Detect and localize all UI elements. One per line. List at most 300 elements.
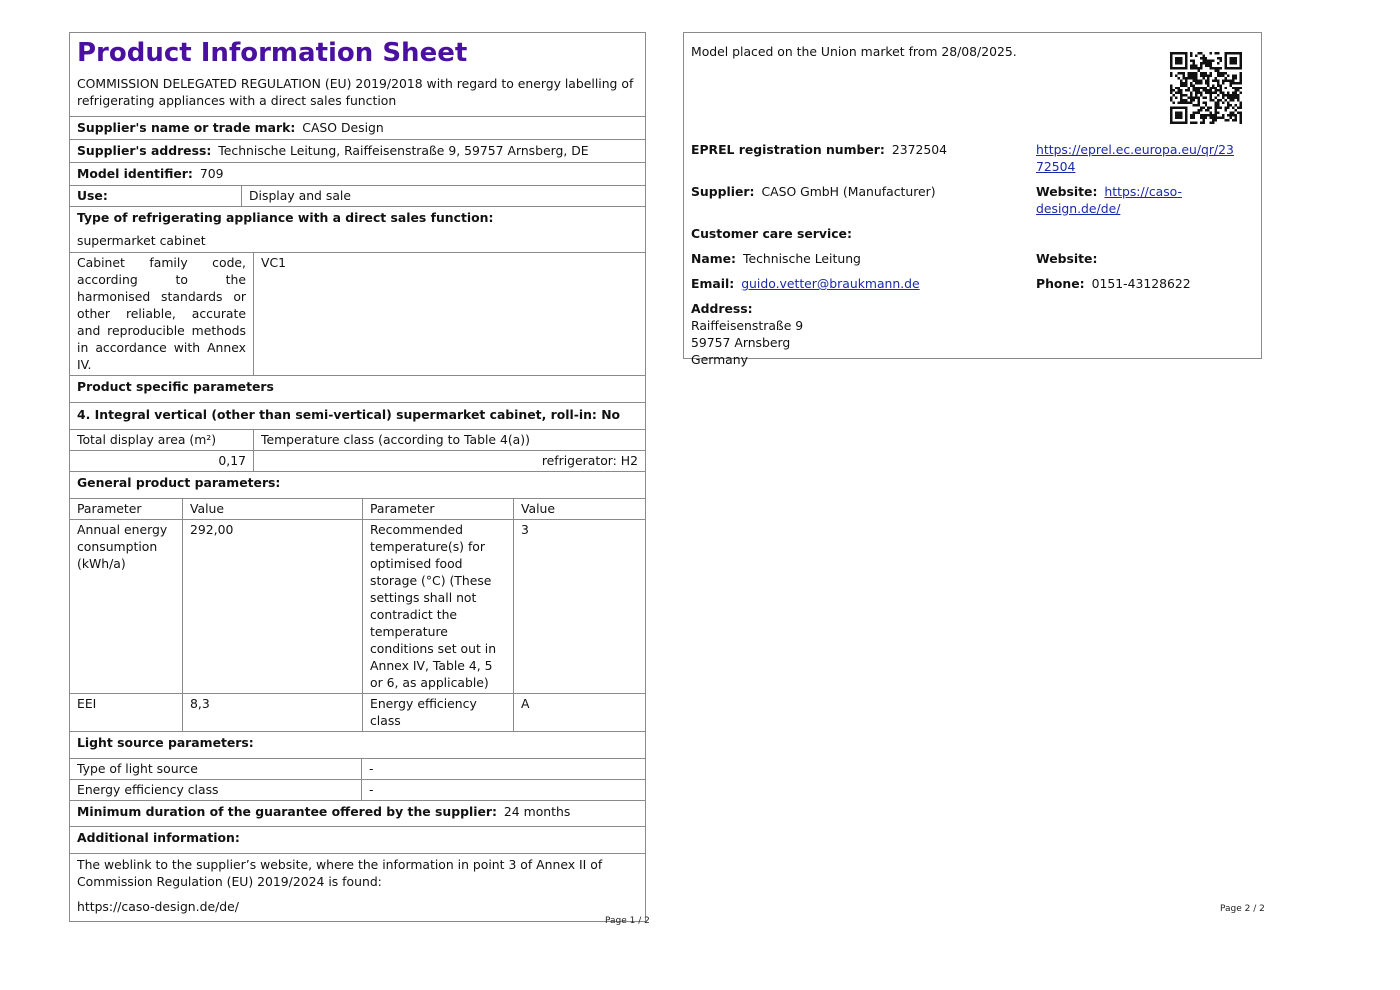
qr-module (1207, 92, 1209, 94)
qr-module (1177, 59, 1179, 61)
qr-module (1217, 99, 1219, 101)
weblink-url: https://caso-design.de/de/ (77, 899, 239, 914)
qr-module (1230, 97, 1232, 99)
qr-module (1240, 92, 1242, 94)
qr-module (1220, 87, 1222, 89)
qr-module (1197, 102, 1199, 104)
recommended-temperature-label: Recommended temperature(s) for optimised food storage (°C) (These settings shall not contradict the temperature conditions set out in Annex IV, Table 4, 5 or 6, as applicable) (362, 520, 513, 693)
qr-module (1237, 67, 1239, 69)
temperature-class-value: refrigerator: H2 (253, 451, 645, 471)
qr-module (1185, 82, 1187, 84)
light-class-value: - (361, 780, 645, 800)
eprel-link[interactable] (1036, 142, 1234, 174)
qr-module (1232, 107, 1234, 109)
qr-module (1190, 77, 1192, 79)
qr-module (1217, 82, 1219, 84)
qr-module (1182, 107, 1184, 109)
qr-module (1227, 102, 1229, 104)
qr-module (1192, 62, 1194, 64)
qr-module (1170, 67, 1172, 69)
qr-module (1215, 114, 1217, 116)
qr-module (1185, 114, 1187, 116)
care-name-row (691, 250, 1254, 267)
eei-row (69, 694, 646, 732)
light-type-row (69, 759, 646, 780)
qr-module (1202, 59, 1204, 61)
qr-module (1240, 57, 1242, 59)
qr-module (1207, 77, 1209, 79)
qr-module (1185, 89, 1187, 91)
qr-module (1200, 109, 1202, 111)
qr-module (1240, 112, 1242, 114)
qr-module (1170, 52, 1172, 54)
qr-module (1212, 122, 1214, 124)
qr-module (1180, 62, 1182, 64)
qr-module (1207, 74, 1209, 76)
qr-module (1185, 64, 1187, 66)
qr-module (1235, 94, 1237, 96)
page-2 (683, 32, 1262, 367)
qr-module (1185, 112, 1187, 114)
qr-module (1230, 62, 1232, 64)
qr-module (1200, 72, 1202, 74)
annual-energy-label: Annual energy consumption (kWh/a) (77, 522, 168, 571)
qr-module (1170, 57, 1172, 59)
qr-module (1190, 64, 1192, 66)
qr-module (1192, 104, 1194, 106)
qr-module (1240, 82, 1242, 84)
qr-module (1202, 54, 1204, 56)
qr-module (1205, 114, 1207, 116)
qr-module (1172, 94, 1174, 96)
qr-module (1170, 109, 1172, 111)
qr-module (1180, 52, 1182, 54)
qr-module (1175, 52, 1177, 54)
qr-module (1232, 82, 1234, 84)
qr-module (1170, 114, 1172, 116)
phone-value: 0151-43128622 (1091, 276, 1191, 291)
qr-module (1195, 112, 1197, 114)
qr-module (1237, 97, 1239, 99)
qr-module (1235, 87, 1237, 89)
qr-module (1195, 79, 1197, 81)
qr-module (1230, 84, 1232, 86)
qr-module (1190, 114, 1192, 116)
eei-label: EEI (77, 696, 97, 711)
qr-module (1225, 94, 1227, 96)
qr-module (1235, 104, 1237, 106)
qr-module (1172, 67, 1174, 69)
qr-module (1197, 104, 1199, 106)
qr-module (1215, 87, 1217, 89)
qr-module (1222, 82, 1224, 84)
qr-module (1222, 92, 1224, 94)
qr-module (1240, 87, 1242, 89)
eprel-value: 2372504 (891, 142, 948, 157)
qr-module (1205, 57, 1207, 59)
qr-module (1235, 89, 1237, 91)
qr-module (1232, 74, 1234, 76)
supplier-address-value: Technische Leitung, Raiffeisenstraße 9, 59757 Arnsberg, DE (218, 143, 589, 158)
qr-module (1217, 102, 1219, 104)
qr-module (1240, 119, 1242, 121)
qr-module (1225, 62, 1227, 64)
qr-module (1172, 107, 1174, 109)
qr-module (1180, 92, 1182, 94)
qr-module (1185, 102, 1187, 104)
qr-module (1220, 92, 1222, 94)
qr-module (1170, 107, 1172, 109)
eprel-link-line2[interactable]: 72504 (1036, 159, 1076, 174)
email-label: Email: (691, 276, 735, 291)
address-label: Address: (691, 301, 753, 316)
qr-module (1207, 62, 1209, 64)
qr-module (1220, 72, 1222, 74)
qr-module (1232, 59, 1234, 61)
qr-module (1225, 54, 1227, 56)
qr-module (1227, 114, 1229, 116)
use-label: Use: (77, 188, 108, 203)
qr-module (1235, 92, 1237, 94)
parameter-header-row (69, 499, 646, 520)
qr-module (1172, 102, 1174, 104)
qr-module (1177, 112, 1179, 114)
qr-module (1217, 52, 1219, 54)
light-type-label: Type of light source (77, 761, 198, 776)
qr-module (1232, 57, 1234, 59)
qr-module (1185, 79, 1187, 81)
qr-module (1222, 72, 1224, 74)
qr-module (1217, 117, 1219, 119)
qr-module (1180, 84, 1182, 86)
qr-module (1240, 59, 1242, 61)
qr-module (1215, 97, 1217, 99)
guarantee-row (69, 801, 646, 827)
qr-module (1210, 67, 1212, 69)
qr-module (1232, 99, 1234, 101)
qr-module (1192, 97, 1194, 99)
qr-module (1212, 117, 1214, 119)
qr-module (1175, 57, 1177, 59)
qr-module (1185, 99, 1187, 101)
qr-module (1190, 99, 1192, 101)
qr-module (1175, 117, 1177, 119)
qr-module (1215, 102, 1217, 104)
qr-module (1170, 119, 1172, 121)
qr-module (1205, 64, 1207, 66)
qr-module (1227, 104, 1229, 106)
supplier-name-value: CASO Design (302, 120, 384, 135)
qr-module (1220, 59, 1222, 61)
annual-energy-value: 292,00 (182, 520, 362, 693)
qr-module (1177, 114, 1179, 116)
qr-module (1177, 89, 1179, 91)
qr-module (1200, 74, 1202, 76)
qr-module (1190, 52, 1192, 54)
qr-module (1200, 114, 1202, 116)
qr-module (1240, 117, 1242, 119)
qr-module (1185, 119, 1187, 121)
qr-module (1185, 109, 1187, 111)
qr-module (1207, 64, 1209, 66)
qr-module (1190, 84, 1192, 86)
qr-module (1192, 122, 1194, 124)
qr-module (1170, 117, 1172, 119)
qr-module (1195, 92, 1197, 94)
qr-module (1235, 77, 1237, 79)
qr-module (1177, 52, 1179, 54)
website-label: Website: (1036, 184, 1098, 199)
qr-module (1237, 52, 1239, 54)
qr-module (1230, 112, 1232, 114)
qr-module (1217, 84, 1219, 86)
qr-module (1217, 67, 1219, 69)
qr-module (1187, 77, 1189, 79)
additional-info-row (69, 854, 646, 922)
qr-module (1227, 92, 1229, 94)
eprel-row (691, 141, 1254, 175)
supplier-address-label: Supplier's address: (77, 143, 212, 158)
page-number-2: Page 2 / 2 (1220, 904, 1265, 914)
qr-module (1207, 84, 1209, 86)
qr-module (1190, 102, 1192, 104)
qr-module (1200, 122, 1202, 124)
qr-module (1227, 52, 1229, 54)
qr-module (1207, 89, 1209, 91)
qr-module (1200, 107, 1202, 109)
guarantee-value: 24 months (503, 804, 571, 819)
qr-module (1222, 102, 1224, 104)
qr-module (1210, 89, 1212, 91)
qr-module (1217, 62, 1219, 64)
qr-module (1177, 72, 1179, 74)
qr-module (1190, 94, 1192, 96)
qr-module (1230, 67, 1232, 69)
qr-module (1192, 74, 1194, 76)
qr-module (1215, 119, 1217, 121)
qr-module (1222, 79, 1224, 81)
qr-module (1240, 52, 1242, 54)
qr-module (1240, 77, 1242, 79)
qr-module (1182, 102, 1184, 104)
qr-module (1190, 59, 1192, 61)
qr-module (1202, 77, 1204, 79)
qr-module (1215, 67, 1217, 69)
qr-module (1190, 92, 1192, 94)
qr-module (1180, 79, 1182, 81)
qr-module (1240, 104, 1242, 106)
qr-module (1215, 89, 1217, 91)
care-name-label: Name: (691, 251, 737, 266)
qr-module (1240, 62, 1242, 64)
qr-module (1210, 112, 1212, 114)
weblink-text: The weblink to the supplier’s website, where the information in point 3 of Annex II of Commission Regulation (EU) 2019/2024 is found: (77, 857, 603, 889)
qr-module (1235, 74, 1237, 76)
qr-module (1240, 102, 1242, 104)
qr-module (1227, 74, 1229, 76)
qr-module (1195, 94, 1197, 96)
qr-module (1170, 122, 1172, 124)
qr-module (1235, 67, 1237, 69)
qr-module (1195, 87, 1197, 89)
qr-module (1240, 114, 1242, 116)
qr-module (1205, 74, 1207, 76)
qr-module (1230, 82, 1232, 84)
qr-module (1182, 74, 1184, 76)
address-line-2: 59757 Arnsberg (691, 335, 791, 350)
value-header: Value (182, 499, 362, 519)
qr-module (1212, 84, 1214, 86)
page-title: Product Information Sheet (77, 38, 468, 68)
qr-module (1185, 122, 1187, 124)
qr-module (1240, 72, 1242, 74)
qr-module (1240, 64, 1242, 66)
qr-module (1175, 67, 1177, 69)
qr-module (1182, 67, 1184, 69)
qr-module (1217, 94, 1219, 96)
qr-module (1205, 97, 1207, 99)
qr-module (1182, 52, 1184, 54)
qr-module (1170, 97, 1172, 99)
qr-module (1207, 114, 1209, 116)
display-area-value-row (69, 451, 646, 472)
qr-module (1172, 89, 1174, 91)
qr-module (1212, 67, 1214, 69)
qr-module (1195, 122, 1197, 124)
qr-module (1177, 107, 1179, 109)
qr-module (1225, 107, 1227, 109)
qr-module (1202, 122, 1204, 124)
eprel-link-line1[interactable]: https://eprel.ec.europa.eu/qr/23 (1036, 142, 1234, 157)
qr-module (1202, 114, 1204, 116)
qr-module (1195, 74, 1197, 76)
email-link[interactable]: guido.vetter@braukmann.de (741, 276, 920, 291)
address-line-3: Germany (691, 352, 748, 367)
appliance-type-heading: Type of refrigerating appliance with a direct sales function: (77, 210, 494, 225)
qr-module (1192, 99, 1194, 101)
qr-module (1215, 79, 1217, 81)
qr-module (1225, 77, 1227, 79)
use-value: Display and sale (241, 186, 645, 206)
qr-module (1210, 94, 1212, 96)
qr-module (1197, 99, 1199, 101)
qr-module (1222, 117, 1224, 119)
qr-module (1232, 77, 1234, 79)
qr-module (1177, 62, 1179, 64)
qr-module (1232, 52, 1234, 54)
qr-module (1185, 59, 1187, 61)
qr-module (1190, 97, 1192, 99)
qr-module (1210, 122, 1212, 124)
qr-module (1170, 87, 1172, 89)
qr-module (1202, 72, 1204, 74)
qr-module (1227, 107, 1229, 109)
qr-module (1182, 72, 1184, 74)
qr-module (1180, 117, 1182, 119)
qr-module (1180, 114, 1182, 116)
qr-module (1177, 122, 1179, 124)
qr-module (1202, 119, 1204, 121)
qr-module (1230, 52, 1232, 54)
qr-module (1240, 74, 1242, 76)
qr-module (1205, 104, 1207, 106)
qr-module (1192, 67, 1194, 69)
qr-module (1175, 59, 1177, 61)
qr-module (1180, 112, 1182, 114)
qr-module (1175, 92, 1177, 94)
qr-module (1230, 99, 1232, 101)
website-link[interactable]: https://caso-design.de/de/ (1036, 184, 1182, 216)
qr-module (1232, 67, 1234, 69)
qr-module (1185, 107, 1187, 109)
qr-module (1180, 59, 1182, 61)
light-source-heading: Light source parameters: (69, 732, 646, 759)
qr-module (1182, 99, 1184, 101)
supplier-name-row (69, 117, 646, 140)
qr-module (1170, 54, 1172, 56)
qr-module (1185, 67, 1187, 69)
qr-module (1177, 67, 1179, 69)
qr-module (1220, 74, 1222, 76)
additional-info-heading: Additional information: (69, 827, 646, 854)
qr-module (1170, 84, 1172, 86)
qr-module (1227, 97, 1229, 99)
qr-module (1205, 89, 1207, 91)
qr-module (1215, 92, 1217, 94)
qr-module (1230, 114, 1232, 116)
qr-module (1180, 72, 1182, 74)
qr-module (1237, 89, 1239, 91)
qr-module (1190, 122, 1192, 124)
qr-module (1187, 74, 1189, 76)
qr-module (1225, 59, 1227, 61)
qr-module (1187, 72, 1189, 74)
qr-module (1225, 79, 1227, 81)
qr-module (1212, 99, 1214, 101)
qr-module (1197, 89, 1199, 91)
qr-module (1185, 94, 1187, 96)
qr-module (1217, 79, 1219, 81)
parameter-header: Parameter (362, 499, 513, 519)
qr-module (1202, 57, 1204, 59)
qr-module (1180, 89, 1182, 91)
qr-module (1185, 62, 1187, 64)
qr-module (1200, 87, 1202, 89)
qr-module (1200, 79, 1202, 81)
qr-module (1197, 109, 1199, 111)
qr-module (1212, 114, 1214, 116)
qr-module (1235, 119, 1237, 121)
qr-module (1180, 97, 1182, 99)
qr-module (1235, 109, 1237, 111)
qr-module (1240, 54, 1242, 56)
qr-module (1170, 112, 1172, 114)
qr-module (1187, 97, 1189, 99)
qr-code-icon[interactable] (1170, 52, 1242, 124)
qr-module (1235, 62, 1237, 64)
qr-module (1222, 97, 1224, 99)
model-identifier-label: Model identifier: (77, 166, 193, 181)
qr-module (1220, 84, 1222, 86)
regulation-text: COMMISSION DELEGATED REGULATION (EU) 2019/2018 with regard to energy labelling of refrigerating appliances with a direct sales function (77, 76, 634, 108)
qr-module (1175, 97, 1177, 99)
qr-module (1175, 114, 1177, 116)
qr-module (1190, 117, 1192, 119)
care-website-label: Website: (1036, 251, 1098, 266)
supplier-name-label: Supplier's name or trade mark: (77, 120, 296, 135)
qr-module (1232, 94, 1234, 96)
qr-module (1237, 87, 1239, 89)
